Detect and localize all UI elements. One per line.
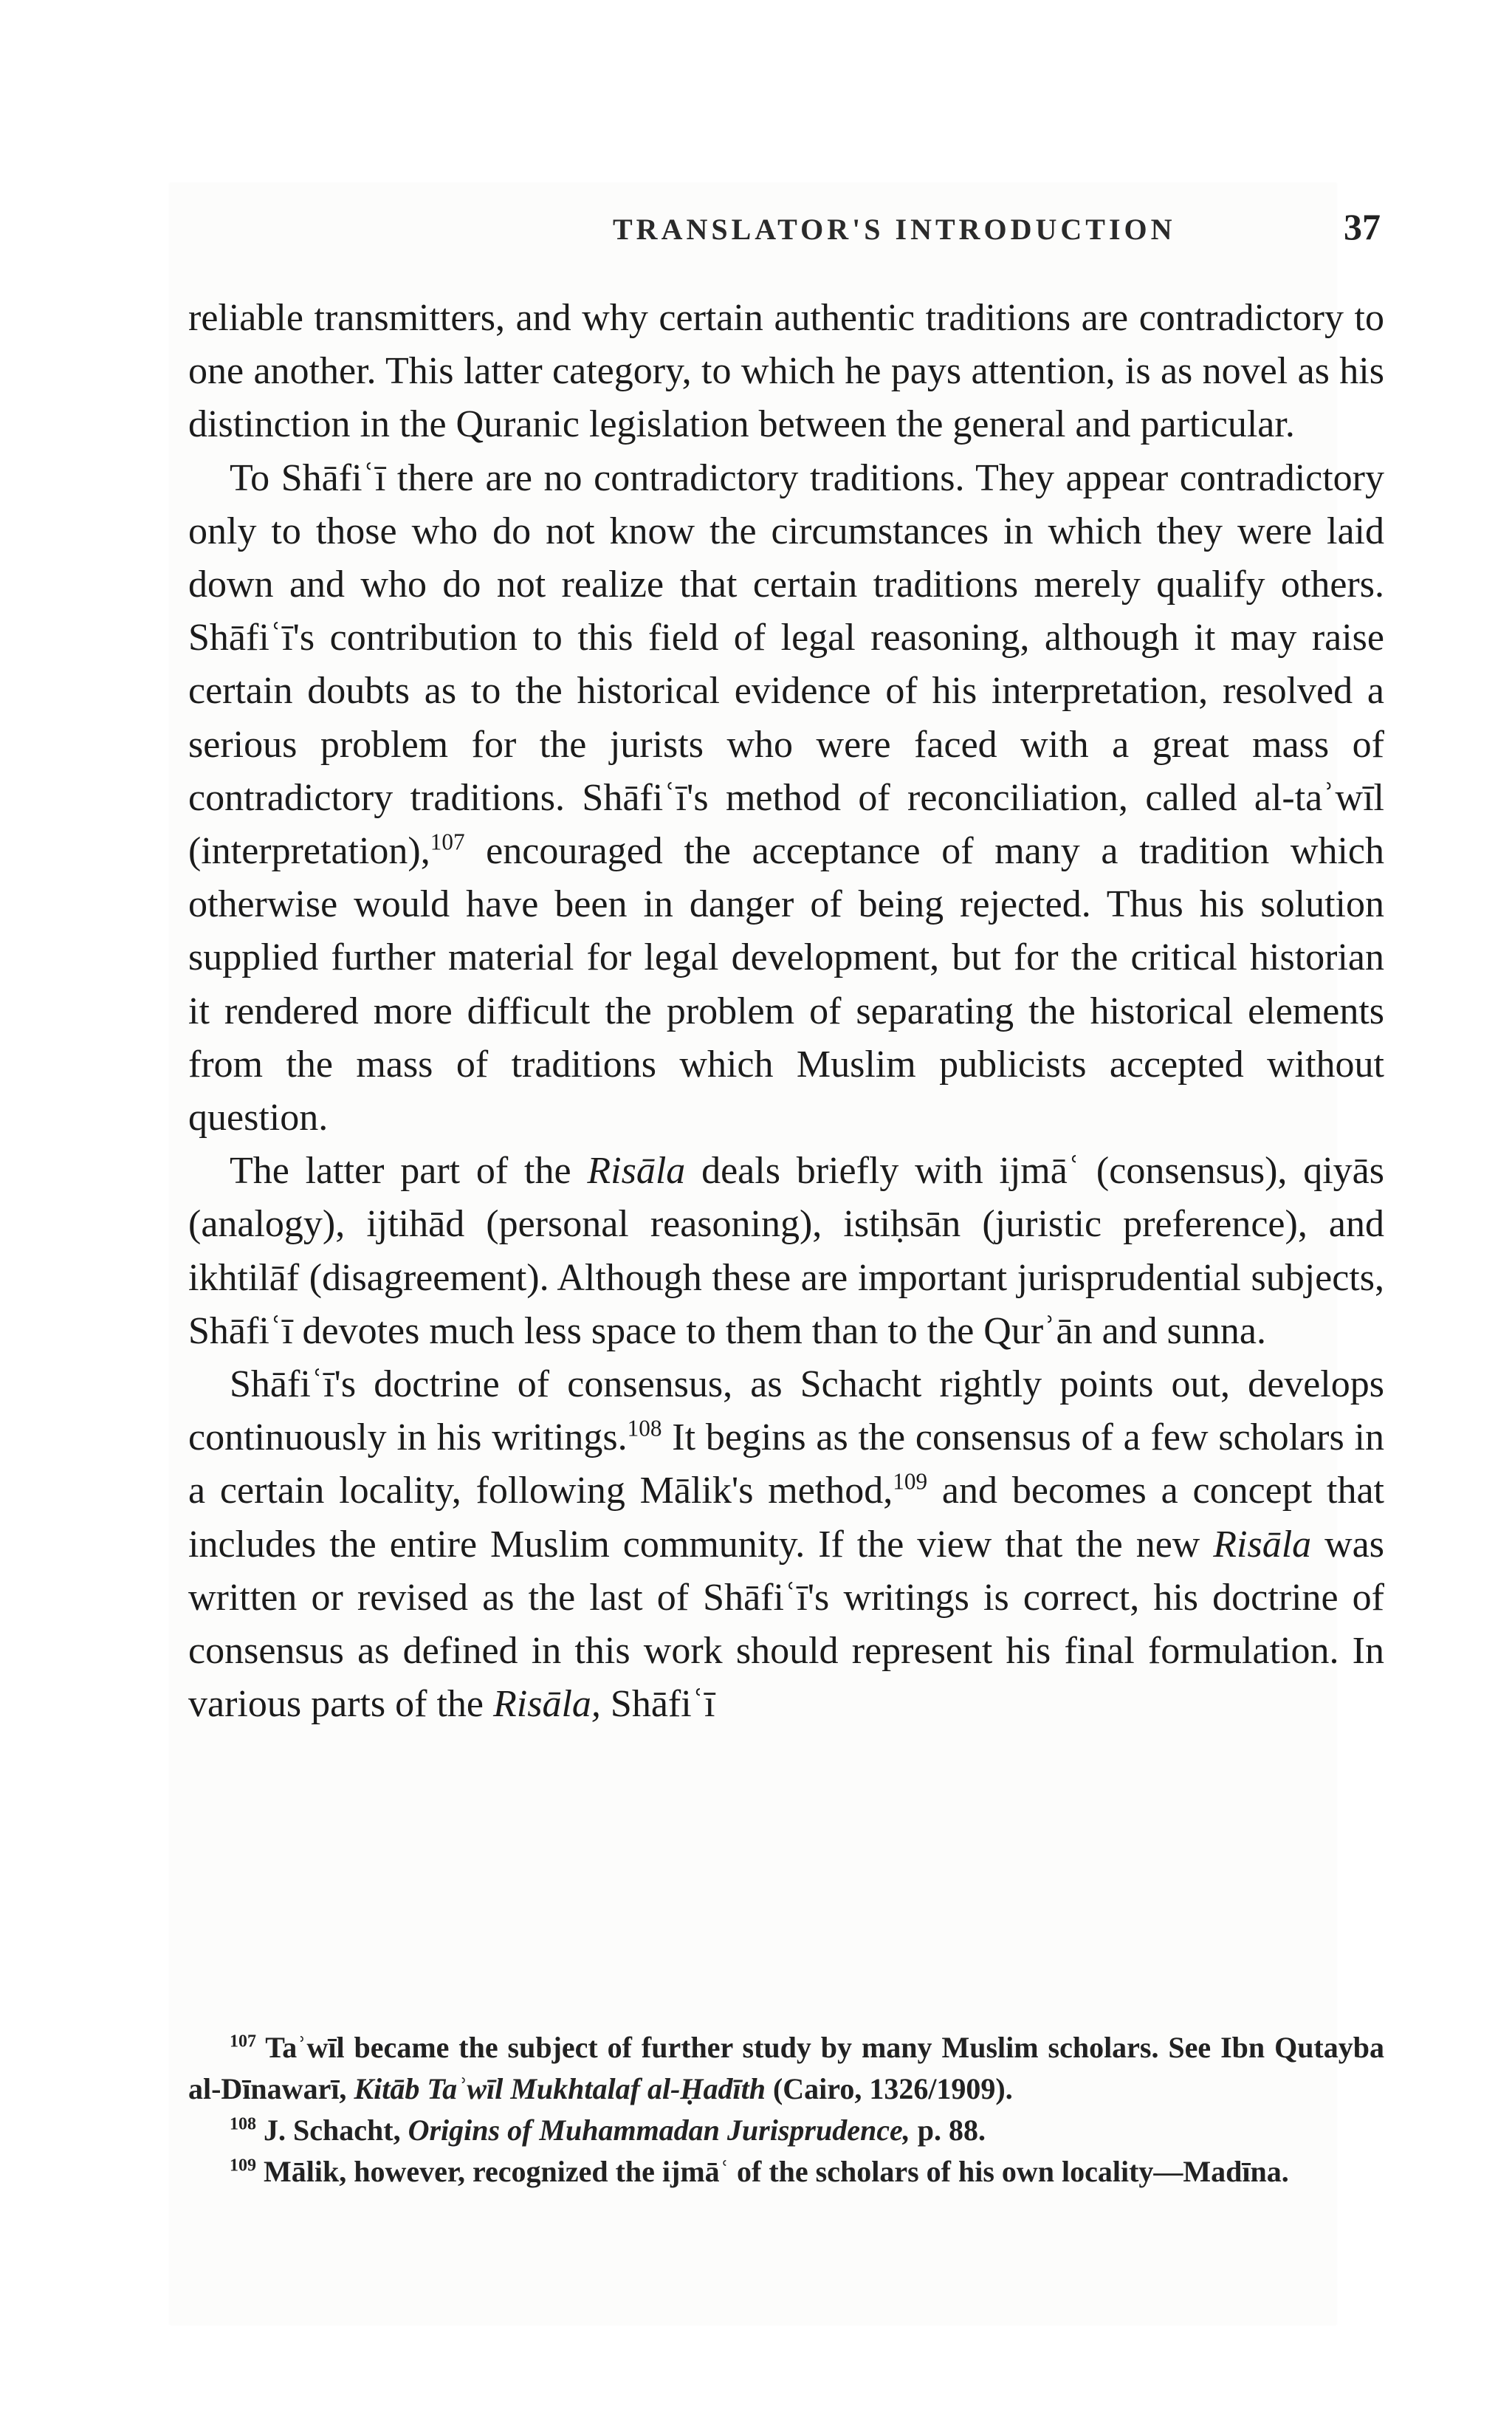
paragraph-1-text: reliable transmitters, and why certain authentic traditions are contradictory to one another. This latter category, to which he pays attention, is as novel as his distinction in the Quranic legislation between the general and particular. — [188, 297, 1384, 446]
paragraph-4-text-c: and becomes a concept that includes the entire Muslim community. If the view that the new — [188, 1470, 1385, 1566]
paragraph-3 — [188, 1145, 1384, 1358]
paragraph-3-text-a: The latter part of the — [230, 1150, 588, 1193]
book-title-risala: Risāla — [1213, 1523, 1312, 1566]
footnote-number: 107 — [230, 2032, 256, 2051]
page-header — [613, 205, 1381, 248]
footnote-text: Mālik, however, recognized the ijmāʿ of the scholars of his own locality—Madīna. — [256, 2155, 1289, 2188]
footnote-ref-107[interactable]: 107 — [430, 829, 465, 855]
body-text — [188, 292, 1384, 1731]
footnote-109 — [188, 2151, 1384, 2193]
footnote-number: 108 — [230, 2114, 256, 2134]
paragraph-4 — [188, 1358, 1384, 1731]
paragraph-4-text-a: Shāfiʿī's doctrine of consensus, as Schacht rightly points out, develops continuously in his writings. — [188, 1363, 1384, 1459]
book-title-risala: Risāla — [587, 1150, 686, 1193]
footnote-text: (Cairo, 1326/1909). — [765, 2072, 1013, 2105]
page-number: 37 — [1344, 206, 1381, 247]
footnote-107 — [188, 2027, 1384, 2110]
paragraph-3-text-b: deals briefly with ijmāʿ (consensus), qiyās (analogy), ijtihād (personal reasoning), istiḥsān (juristic preference), and ikhtilāf (disagreement). Although these are important jurisprudential subjects, Shāfiʿī devotes much less space to them than to the Qurʾān and sunna. — [188, 1150, 1384, 1352]
footnote-ref-109[interactable]: 109 — [893, 1468, 928, 1495]
footnote-title: Kitāb Taʾwīl Mukhtalaf al-Ḥadīth — [354, 2072, 766, 2105]
paragraph-2-text-b: encouraged the acceptance of many a tradition which otherwise would have been in danger of being rejected. Thus his solution supplied further material for legal development, but for the critical historian it rendered more difficult the problem of separating the historical elements from the mass of traditions which Muslim publicists accepted without question. — [188, 830, 1384, 1139]
footnote-text: J. Schacht, — [256, 2114, 408, 2147]
footnote-ref-108[interactable]: 108 — [627, 1415, 662, 1441]
book-title-risala: Risāla, — [493, 1683, 601, 1726]
footnote-text: p. 88. — [910, 2114, 986, 2147]
paragraph-2-text-a: To Shāfiʿī there are no contradictory traditions. They appear contradictory only to those who do not know the circumstances in which they were laid down and who do not realize that certain traditions merely qualify others. Shāfiʿī's contribution to this field of legal reasoning, although it may raise certain doubts as to the historical evidence of his interpretation, resolved a serious problem for the jurists who were faced with a great mass of contradictory traditions. Shāfiʿī's method of reconciliation, called al-taʾwīl (interpretation), — [188, 456, 1384, 873]
paragraph-4-text-e: Shāfiʿī — [600, 1683, 715, 1726]
footnote-title: Origins of Muhammadan Jurisprudence, — [408, 2114, 910, 2147]
paragraph-4-text-d: was written or revised as the last of Shāfiʿī's writings is correct, his doctrine of consensus as defined in this work should represent his final formulation. In various parts of the — [188, 1523, 1385, 1726]
paragraph-4-text-b: It begins as the consensus of a few scholars in a certain locality, following Mālik's method, — [188, 1416, 1384, 1512]
running-head: TRANSLATOR'S INTRODUCTION — [613, 213, 1176, 246]
footnote-number: 109 — [230, 2156, 256, 2176]
footnote-108 — [188, 2110, 1384, 2151]
footnote-text: Taʾwīl became the subject of further study by many Muslim scholars. See Ibn Qutayba al-Dīnawarī, — [188, 2031, 1384, 2105]
paragraph-2 — [188, 452, 1384, 1145]
paragraph-1 — [188, 292, 1384, 452]
footnotes — [188, 2027, 1384, 2193]
